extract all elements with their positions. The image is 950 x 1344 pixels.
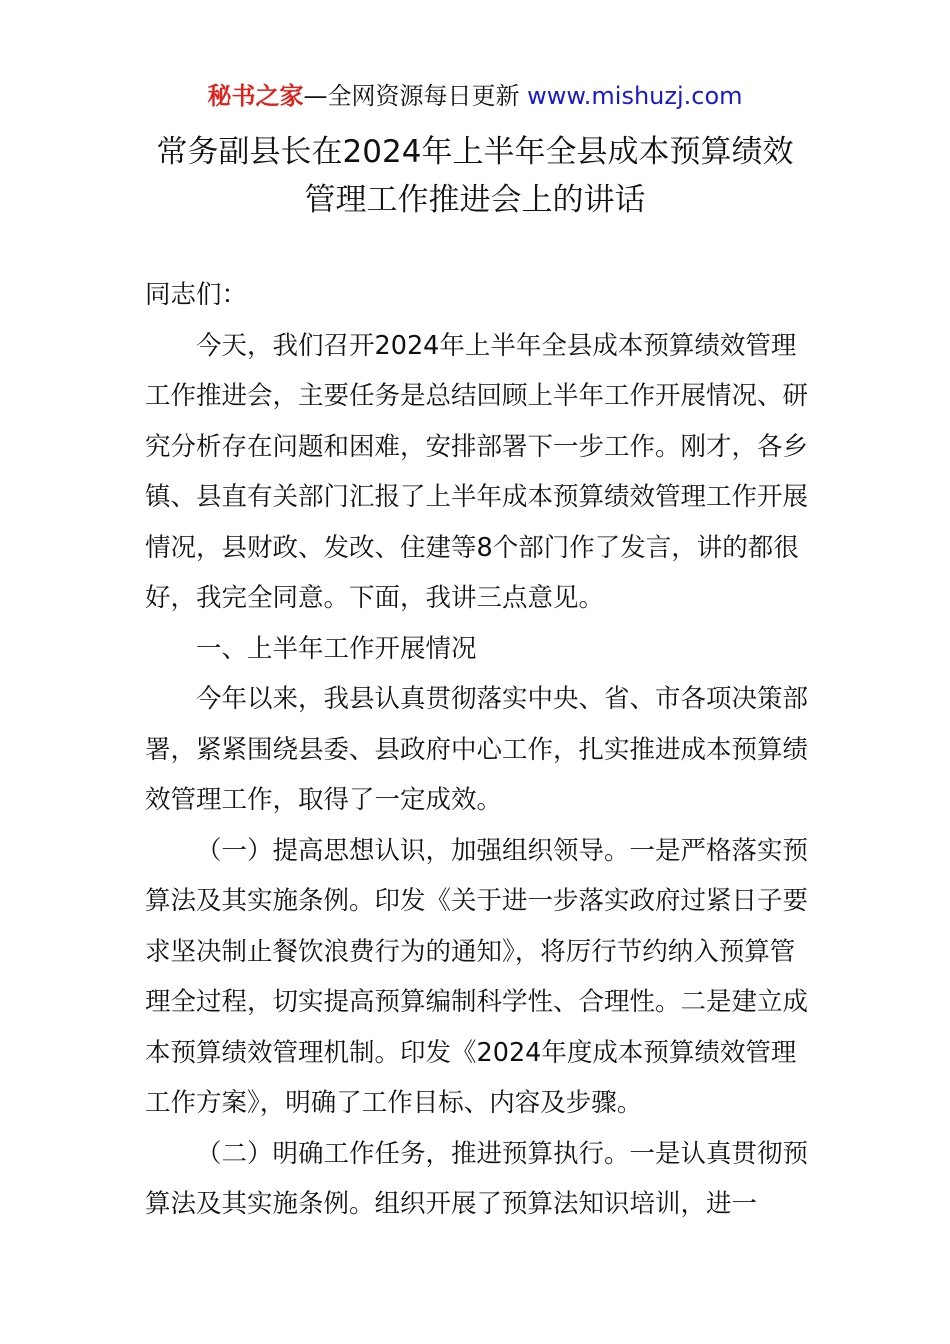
paragraph-subsection-1: （一）提高思想认识，加强组织领导。一是严格落实预算法及其实施条例。印发《关于进一步落实政府过紧日子要求坚决制止餐饮浪费行为的通知》，将厉行节约纳入预算管理全过程，切实提高预算编制科学性、合理性。二是建立成本预算绩效管理机制。印发《2024年度成本预算绩效管理工作方案》，明确了工作目标、内容及步骤。	[145, 835, 809, 1118]
document-title	[100, 128, 850, 224]
document-title-line-2: 管理工作推进会上的讲话	[304, 182, 646, 218]
site-url-link[interactable]: www.mishuzj.com	[527, 82, 743, 110]
paragraph-subsection-2: （二）明确工作任务，推进预算执行。一是认真贯彻预算法及其实施条例。组织开展了预算法知识培训，进一	[145, 1138, 809, 1219]
paragraph-intro: 今天，我们召开2024年上半年全县成本预算绩效管理工作推进会，主要任务是总结回顾上半年工作开展情况、研究分析存在问题和困难，安排部署下一步工作。刚才，各乡镇、县直有关部门汇报了上半年成本预算绩效管理工作开展情况，县财政、发改、住建等8个部门作了发言，讲的都很好，我完全同意。下面，我讲三点意见。	[145, 330, 809, 613]
site-brand: 秘书之家	[207, 82, 304, 110]
salutation: 同志们：	[145, 280, 248, 310]
section-heading-1: 一、上半年工作开展情况	[196, 633, 477, 664]
site-header	[0, 80, 950, 112]
site-tagline: —全网资源每日更新	[303, 82, 528, 110]
document-body	[145, 270, 810, 1230]
document-title-line-1: 常务副县长在2024年上半年全县成本预算绩效	[156, 134, 794, 170]
paragraph-overview: 今年以来，我县认真贯彻落实中央、省、市各项决策部署，紧紧围绕县委、县政府中心工作，扎实推进成本预算绩效管理工作，取得了一定成效。	[145, 684, 809, 815]
